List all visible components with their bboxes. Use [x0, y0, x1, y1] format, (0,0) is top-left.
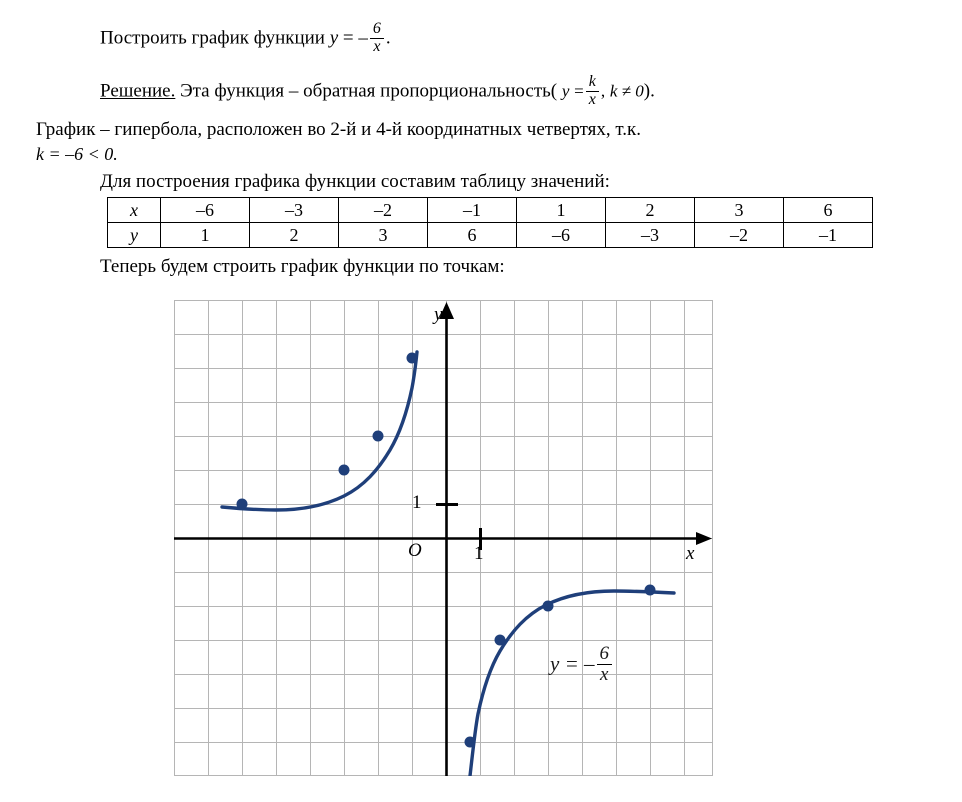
table-intro: Для построения графика функции составим таблицу значений:	[100, 171, 610, 192]
task-fraction-denominator: x	[370, 38, 384, 56]
point-x-minus6	[237, 499, 248, 510]
y-unit-tick-label: 1	[412, 492, 422, 513]
note-line-2: k = –6 < 0.	[36, 144, 118, 164]
table-cell: 3	[695, 198, 784, 223]
solution-text-before: Эта функция – обратная пропорциональность(	[180, 80, 558, 102]
table-cell: –2	[695, 223, 784, 248]
solution-formula-eq: =	[574, 81, 584, 101]
note-line-1: График – гипербола, расположен во 2-й и 4-й координатных четвертях, т.к.	[36, 119, 642, 140]
point-x-3	[543, 601, 554, 612]
solution-label: Решение.	[100, 80, 176, 102]
table-row-y	[108, 223, 873, 248]
table-head-y: y	[108, 223, 161, 248]
point-x-minus3	[339, 465, 350, 476]
axes	[174, 302, 712, 776]
table-cell: 2	[606, 198, 695, 223]
curve-formula-y: y	[550, 651, 560, 676]
curve-formula-denominator: x	[597, 664, 613, 685]
branch-quadrant-2	[222, 352, 417, 510]
table-cell: –3	[250, 198, 339, 223]
table-head-x: x	[108, 198, 161, 223]
solution-text-after: ).	[643, 80, 655, 102]
table-cell: 6	[784, 198, 873, 223]
origin-label: O	[408, 540, 422, 561]
solution-fraction-numerator: k	[588, 73, 596, 90]
solution-k-condition: k ≠ 0	[609, 81, 644, 101]
solution-text-mid: ,	[600, 81, 606, 101]
table-cell: 6	[428, 223, 517, 248]
table-cell: –1	[784, 223, 873, 248]
solution-fraction-denominator: x	[586, 91, 599, 109]
solution-formula-y: y	[561, 81, 570, 101]
solution-line	[100, 75, 655, 110]
graph-container	[174, 300, 713, 776]
point-x-2	[495, 635, 506, 646]
table-cell: 3	[339, 223, 428, 248]
task-line	[100, 22, 391, 57]
y-axis-label: y	[434, 304, 443, 325]
point-x-6	[645, 585, 656, 596]
curve-formula	[550, 645, 614, 686]
curve-formula-fraction	[597, 644, 613, 685]
table-cell: 1	[517, 198, 606, 223]
task-fraction-numerator: 6	[372, 20, 381, 37]
table-cell: –1	[428, 198, 517, 223]
plot-intro: Теперь будем строить график функции по точкам:	[100, 256, 505, 277]
point-x-minus1	[407, 353, 418, 364]
curve-formula-numerator: 6	[599, 643, 609, 664]
table-cell: 1	[161, 223, 250, 248]
task-fraction	[370, 21, 384, 56]
table-row-x	[108, 198, 873, 223]
point-x-1	[465, 737, 476, 748]
values-table	[107, 197, 873, 248]
x-axis-label: x	[686, 543, 695, 564]
solution-fraction	[586, 74, 599, 109]
task-text: Построить график функции	[100, 27, 325, 49]
table-cell: –6	[517, 223, 606, 248]
curve-formula-eq: = –	[564, 651, 595, 676]
x-unit-tick-label: 1	[474, 543, 484, 564]
table-cell: 2	[250, 223, 339, 248]
table-cell: –3	[606, 223, 695, 248]
task-formula-eq: = –	[342, 27, 368, 49]
hyperbola-curve	[222, 352, 674, 776]
table-cell: –2	[339, 198, 428, 223]
point-x-minus2	[373, 431, 384, 442]
task-period: .	[385, 27, 391, 49]
coordinate-plane	[174, 300, 713, 776]
table-cell: –6	[161, 198, 250, 223]
task-formula-y: y	[329, 27, 339, 49]
